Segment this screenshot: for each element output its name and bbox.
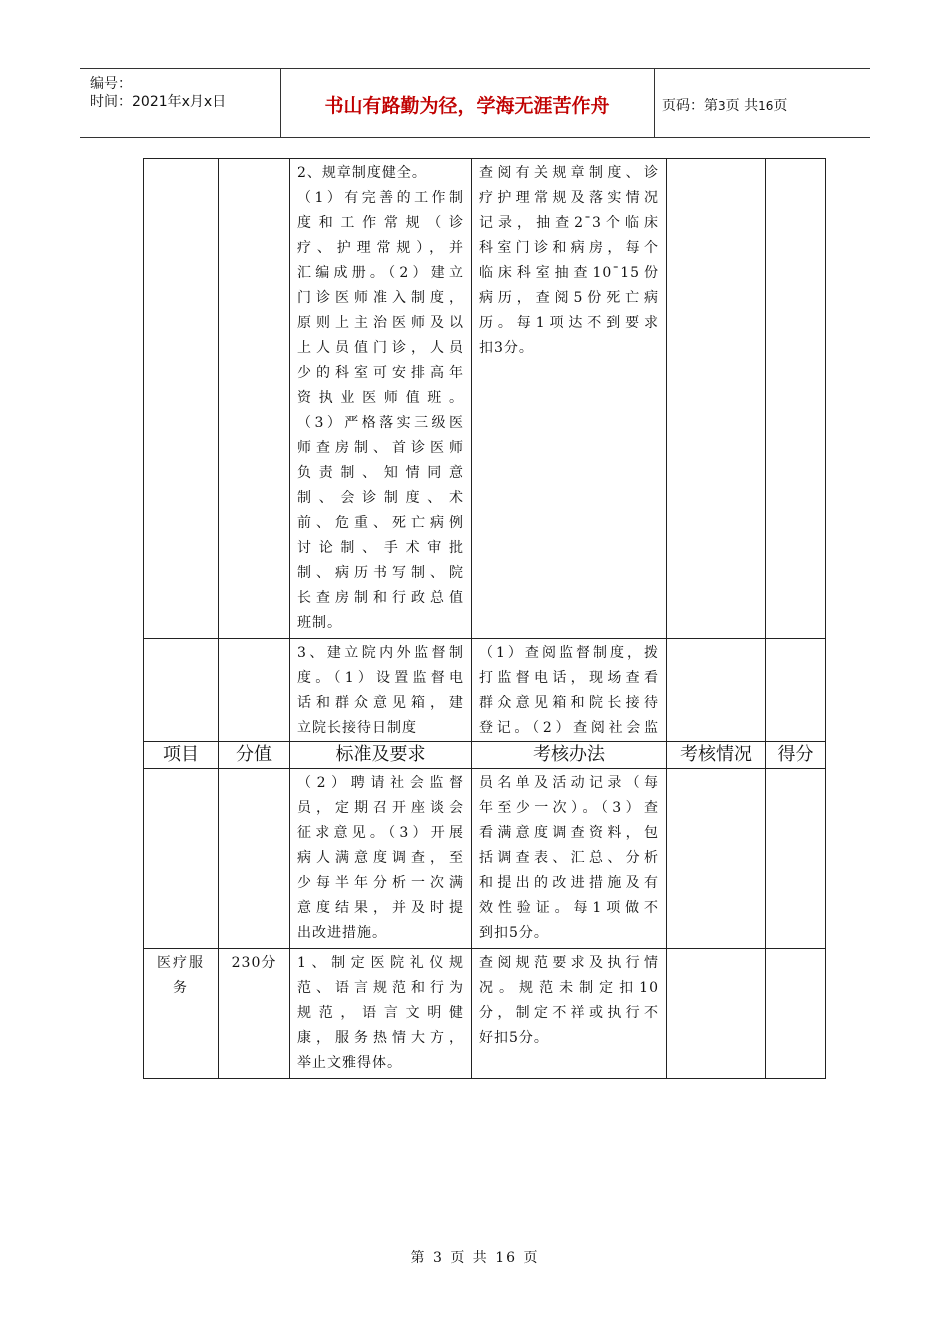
col-header-method: 考核办法 [472,742,667,769]
col-header-score: 分值 [219,742,290,769]
method-cell: 员名单及活动记录（每 年至少一次）。（3）查 看满意度调查资料，包 括调查表、汇总、分析 和提出的改进措施及有 效性验证。每1项做不 到扣5分。 [472,769,667,949]
score-cell [219,769,290,949]
page-prefix: 页码：第 [662,98,718,114]
header-motto: 书山有路勤为径，学海无涯苦作舟 [324,95,610,117]
result-cell [667,769,766,949]
footer-mid: 页 共 [450,1250,489,1266]
table-row [144,949,826,1079]
page-mid: 页 共 [725,98,759,114]
col-header-points: 得分 [766,742,826,769]
table-row [144,639,826,742]
standard-cell: 3、建立院内外监督制 度。（1）设置监督电 话和群众意见箱，建 立院长接待日制度 [290,639,472,742]
page-footer [0,1247,950,1267]
project-cell [144,159,219,639]
result-cell [667,159,766,639]
points-cell [766,949,826,1079]
standard-cell: 1、制定医院礼仪规 范、语言规范和行为 规范，语言文明健 康，服务热情大方， 举止文雅得体。 [290,949,472,1079]
result-cell [667,949,766,1079]
method-cell: 查阅规范要求及执行情 况。规范未制定扣10 分，制定不祥或执行不 好扣5分。 [472,949,667,1079]
score-cell [219,639,290,742]
column-header-row [144,742,826,769]
points-cell [766,769,826,949]
header-page-number [662,95,787,115]
table-row [144,159,826,639]
standard-cell: （2）聘请社会监督 员，定期召开座谈会 征求意见。（3）开展 病人满意度调查，至 少每半年分析一次满 意度结果，并及时提 出改进措施。 [290,769,472,949]
footer-suffix: 页 [523,1250,540,1266]
standard-cell: 2、规章制度健全。 （1）有完善的工作制 度和工作常规（诊 疗、护理常规），并 汇编成册。（2）建立 门诊医师准入制度， 原则上主治医师及以 上人员值门诊，人员 少的科室可安排高年 资执业医师值班。 （3）严格落实三级医 师查房制、首诊医师 负责制、知情同意 制、会诊制度、术 前、危重、死亡病例 讨论制、手术审批 制、病历书写制、院 长查房制和行政总值 班制。 [290,159,472,639]
score-cell: 230分 [219,949,290,1079]
header-meta [90,75,226,111]
col-header-result: 考核情况 [667,742,766,769]
footer-prefix: 第 [410,1250,427,1266]
method-cell: （1）查阅监督制度，拨 打监督电话，现场查看 群众意见箱和院长接待 登记。（2）查阅社会监 [472,639,667,742]
page-suffix: 页 [773,98,788,114]
time-label: 时间：2021年x月x日 [90,94,227,110]
page-header [80,68,870,138]
score-cell [219,159,290,639]
project-cell [144,769,219,949]
project-cell: 医疗服务 [144,949,219,1079]
number-label: 编号： [90,76,132,92]
project-cell [144,639,219,742]
assessment-table [143,158,826,1079]
points-cell [766,639,826,742]
footer-total: 16 [495,1250,518,1266]
header-divider [654,69,655,137]
col-header-project: 项目 [144,742,219,769]
method-cell: 查阅有关规章制度、诊 疗护理常规及落实情况 记录，抽查2¯3个临床 科室门诊和病房，每个 临床科室抽查10¯15份 病历，查阅5份死亡病 历。每1项达不到要求 扣3分。 [472,159,667,639]
page-current: 3 [718,99,726,113]
points-cell [766,159,826,639]
page-total: 16 [758,99,774,113]
footer-current: 3 [432,1250,444,1266]
result-cell [667,639,766,742]
col-header-standard: 标准及要求 [290,742,472,769]
table-row [144,769,826,949]
